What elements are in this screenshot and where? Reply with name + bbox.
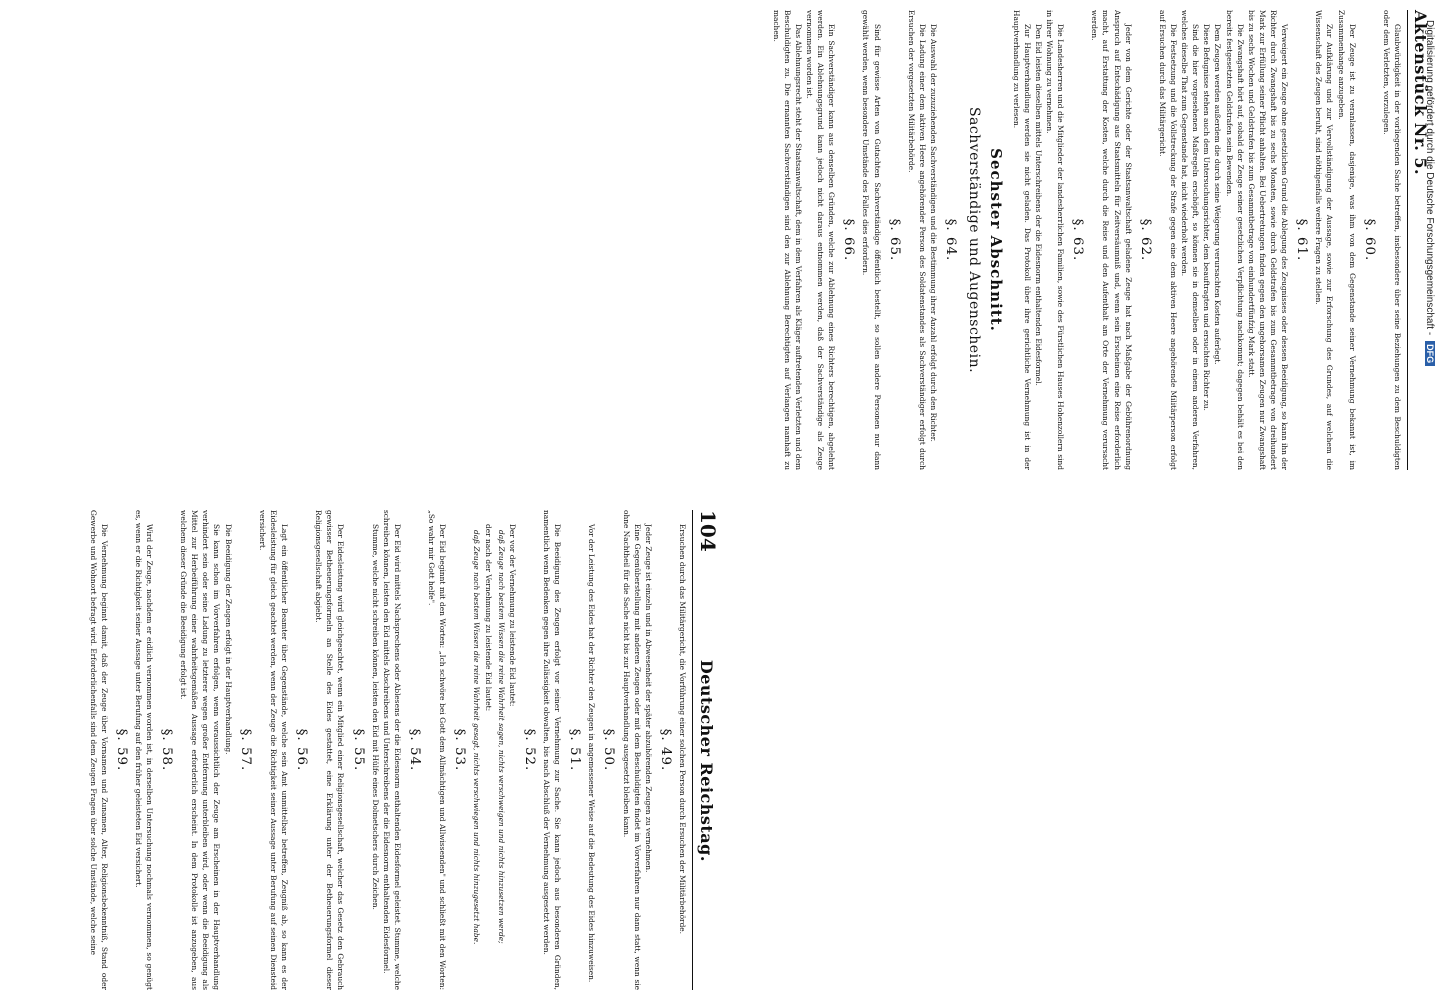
section-heading: §. 50.: [601, 728, 617, 772]
digitization-credit: [1423, 20, 1435, 980]
right-page-text: [771, 10, 1403, 470]
paragraph: Ein Sachverständiger kann aus denselben Gründen, welche zur Ablehnung eines Richters berechtigen, abgelehnt werden. Ein Ablehnungsgrund kann jedoch nicht daraus entnommen werden, daß der Sachverständige als Zeuge vernommen worden ist.: [805, 10, 837, 470]
paragraph: Jeder Zeuge ist einzeln und in Abwesenheit der später abzuhörenden Zeugen zu vernehmen.: [643, 524, 653, 873]
paragraph: Die Landesherren und die Mitglieder der landesherrlichen Familien, sowie des Fürstlichen Hauses Hohenzollern sind in ihrer Wohnung zu vernehmen.: [1045, 10, 1066, 470]
paragraph: Die Vernehmung beginnt damit, daß der Zeuge über Vornamen und Zunamen, Alter, Religionsbekenntniß, Stand oder Gewerbe und Wohnort befragt wird. Erforderlichenfalls sind dem Zeugen Fragen über solche Umstände, welche seine: [88, 510, 109, 990]
paragraph: Zur Hauptverhandlung werden sie nicht geladen. Das Protokoll über ihre gerichtliche Vernehmung ist in der Hauptverhandlung zu verlesen.: [1011, 10, 1032, 470]
section-heading: §. 64.: [943, 218, 959, 262]
section-heading: §. 66.: [841, 218, 857, 262]
paragraph: Die Beeidigung der Zeugen erfolgt in der Hauptverhandlung.: [223, 524, 233, 755]
paragraph: Den Eid leisten dieselben mittels Unterschreibens der die Eidesnorm enthaltenden Eidesformel.: [1033, 24, 1043, 386]
paragraph: Die Zwangshaft hört auf, sobald der Zeuge seiner gesetzlichen Verpflichtung nachkommt; dagegen behält es bei den bereits festgesetzten Geldstrafen sein Bewenden.: [1224, 10, 1245, 470]
paragraph: Der Eid wird mittels Nachsprechens oder Ablesens der die Eidesnorm enthaltenden Eidesformel geleistet. Stumme, welche schreiben können, leisten den Eid mittels Abschreibens und Unterschreibens der die Eidesnorm enthaltenden Eidesformel.: [381, 510, 402, 990]
paragraph: Glaubwürdigkeit in der vorliegenden Sache betreffen, insbesondere über seine Beziehungen zu dem Beschuldigten oder dem Verletzten, vorzulegen.: [1381, 10, 1402, 470]
section-heading: §. 51.: [567, 728, 583, 772]
paragraph: Dem Zeugen werden außerdem die durch seine Weigerung verursachten Kosten auferlegt.: [1213, 24, 1223, 365]
section-heading: §. 62.: [1137, 218, 1153, 262]
credit-text: Digitalisierung gefördert durch die Deutsche Forschungsgemeinschaft -: [1424, 20, 1435, 336]
paragraph: Sie kann schon im Vorverfahren erfolgen, wenn voraussichtlich der Zeuge am Erscheinen in der Hauptverhandlung verhindert sein oder seine Ladung zu letzterer wegen großer Entfernung unterbleiben wird, oder wenn die Beeidigung als Mittel zur Herbeiführung einer wahrheitsgemäßen Aussage erforderlich erscheint. In dem Protokolle ist anzugeben, aus welchem dieser Gründe die Beeidigung erfolgt ist.: [179, 510, 222, 990]
paragraph: Der Zeuge ist zu veranlassen, dasjenige, was ihm von dem Gegenstande seiner Vernehmung bekannt ist, im Zusammenhange anzugeben.: [1336, 10, 1357, 470]
left-page: [60, 500, 720, 1000]
paragraph: Der Eid beginnt mit den Worten: „Ich schwöre bei Gott dem Allmächtigen und Allwissenden" und schließt mit den Worten: „So wahr mir Gott helfe".: [427, 510, 448, 990]
paragraph: Die Auswahl der zuzuziehenden Sachverständigen und die Bestimmung ihrer Anzahl erfolgt durch den Richter.: [929, 24, 938, 442]
paragraph: Das Ablehnungsrecht steht der Staatsanwaltschaft, dem in dem Verfahren als Kläger auftretenden Verletzten und dem Beschuldigten zu. Die ernannten Sachverständigen sind den zur Ablehnung Berechtigten auf Verlangen namhaft zu machen.: [771, 10, 803, 471]
paragraph: Jeder von dem Gerichte oder der Staatsanwaltschaft geladene Zeuge hat nach Maßgabe der Gebührenordnung Anspruch auf Entschädigung aus Staatsmitteln für Zeitversäumniß und, wenn sein Erscheinen eine Reise erforderlich macht, auf Erstattung der Kosten, welche durch die Reise und den Aufenthalt am Orte der Vernehmung verursacht werden.: [1090, 10, 1133, 470]
paragraph: Vor der Leistung des Eides hat der Richter den Zeugen in angemessener Weise auf die Bedeutung des Eides hinzuweisen.: [587, 524, 597, 983]
oath-text: daß Zeuge nach bestem Wissen die reine Wahrheit gesagt, nichts verschwiegen und nichts hinzugesetzt habe.: [472, 530, 482, 945]
paragraph: Stumme, welche nicht schreiben können, leisten den Eid mit Hülfe eines Dolmetschers durch Zeichen.: [370, 524, 380, 910]
paragraph: Sind die hier vorgesehenen Maßregeln erschöpft, so können sie in demselben oder in einem anderen Verfahren, welches dieselbe That zum Gegenstande hat, nicht wiederholt werden.: [1180, 10, 1201, 470]
oath-text: daß Zeuge nach bestem Wissen die reine Wahrheit sagen, nichts verschweigen und nichts hinzusetzen werde;: [496, 530, 506, 944]
section-heading: §. 53.: [452, 728, 468, 772]
section-heading: §. 54.: [407, 728, 423, 772]
paragraph: Die Beeidigung des Zeugen erfolgt vor seiner Vernehmung zur Sache. Sie kann jedoch aus besonderen Gründen, namentlich wenn Bedenken gegen ihre Zulässigkeit obwalten, bis nach Abschluß der Vernehmung ausgesetzt werden.: [542, 510, 563, 990]
section-heading: §. 49.: [657, 728, 673, 772]
section-heading: §. 65.: [886, 218, 902, 262]
paragraph: Diese Befugnisse stehen auch dem Untersuchungsrichter, dem beauftragten und ersuchten Richter zu.: [1202, 24, 1212, 411]
chapter-heading: Sechster Abschnitt.: [986, 148, 1005, 332]
section-heading: §. 56.: [294, 728, 310, 772]
chapter-subtitle: Sachverständige und Augenschein.: [966, 106, 983, 374]
section-heading: §. 55.: [350, 728, 366, 772]
paragraph: Der Eidesleistung wird gleichgeachtet, wenn ein Mitglied einer Religionsgesellschaft, welcher das Gesetz den Gebrauch gewisser Betheuerungsformeln an Stelle des Eides gestattet, eine Erklärung unter der Betheuerungsformel dieser Religionsgesellschaft abgiebt.: [314, 510, 346, 990]
dfg-logo: DFG: [1425, 341, 1435, 366]
right-page: [770, 0, 1430, 480]
section-heading: §. 61.: [1294, 218, 1310, 262]
paragraph: Die Festsetzung und die Vollstreckung der Strafe gegen eine dem aktiven Heere angehörende Militärperson erfolgt auf Ersuchen durch das Militärgericht.: [1157, 10, 1179, 470]
page-number: 104: [696, 510, 720, 552]
paragraph: Die Ladung einer dem aktiven Heere angehörender Person des Soldatenstandes als Sachverständiger erfolgt durch Ersuchen der vorgesetzten Militärbehörde.: [906, 10, 927, 470]
section-heading: §. 59.: [113, 728, 129, 772]
paragraph: Ersuchen durch das Militärgericht, die Vorführung einer solchen Person durch Ersuchen der Militärbehörde.: [678, 524, 687, 935]
left-page-header: [692, 510, 720, 990]
paragraph: Sind für gewisse Arten von Gutachten Sachverständige öffentlich bestellt, so sollen andere Personen nur dann gewählt werden, wenn besondere Umstände des Falles dies erfordern.: [861, 10, 882, 470]
section-heading: §. 52.: [521, 728, 537, 772]
running-title-right: Aktenstück Nr. 5.: [1411, 10, 1430, 176]
paragraph: Lagt ein öffentlicher Beamter über Gegenstände, welche sein Amt unmittelbar betreffen, Zeugniß ab, so kann es der Eidesleistung für gleich geachtet werden, wenn der Zeuge die Richtigkeit seiner Aussage unter Berufung auf seinen Diensteid versichert.: [257, 510, 290, 990]
section-heading: §. 63.: [1070, 218, 1086, 262]
paragraph: Wird der Zeuge, nachdem er eidlich vernommen worden ist, in derselben Untersuchung nochmals vernommen, so genügt es, wenn er die Richtigkeit seiner Aussage unter Berufung auf den früher geleisteten Eid versichert.: [133, 510, 154, 990]
section-heading: §. 57.: [237, 728, 253, 772]
section-heading: §. 58.: [159, 728, 175, 772]
paragraph: Verweigert ein Zeuge ohne gesetzlichen Grund die Ablegung des Zeugnisses oder dessen Beeidigung, so kann ihn der Richter durch Zwangshaft bis zu sechs Monaten, sowie durch Geldstrafen bis zum Gesammtbetrage von dreihundert Mark zur Erfüllung seiner Pflicht anhalten. Bei Uebertretungen finden gegen den ungehorsamen Zeugen nur Zwangshaft bis zu sechs Wochen und Geldstrafen bis zum Gesammtbetrage von einhundertfünfzig Mark statt.: [1246, 10, 1290, 470]
paragraph: Zur Aufklärung und zur Vervollständigung der Aussage, sowie zur Erforschung des Grundes, auf welchem die Wissenschaft des Zeugen beruht, sind nöthigenfalls weitere Fragen zu stellen.: [1314, 10, 1335, 470]
left-page-text: [87, 510, 688, 990]
paragraph: Der vor der Vernehmung zu leistende Eid lautet:: [507, 524, 517, 707]
paragraph: der nach der Vernehmung zu leistende Eid lautet:: [483, 524, 493, 712]
section-heading: §. 60.: [1361, 218, 1377, 262]
running-title-left: Deutscher Reichstag.: [697, 659, 716, 862]
paragraph: Eine Gegenüberstellung mit anderen Zeugen oder mit dem Beschuldigten findet im Vorverfahren nur dann statt, wenn sie ohne Nachtheil für die Sache nicht bis zur Hauptverhandlung ausgesetzt bleiben kann.: [621, 510, 642, 990]
